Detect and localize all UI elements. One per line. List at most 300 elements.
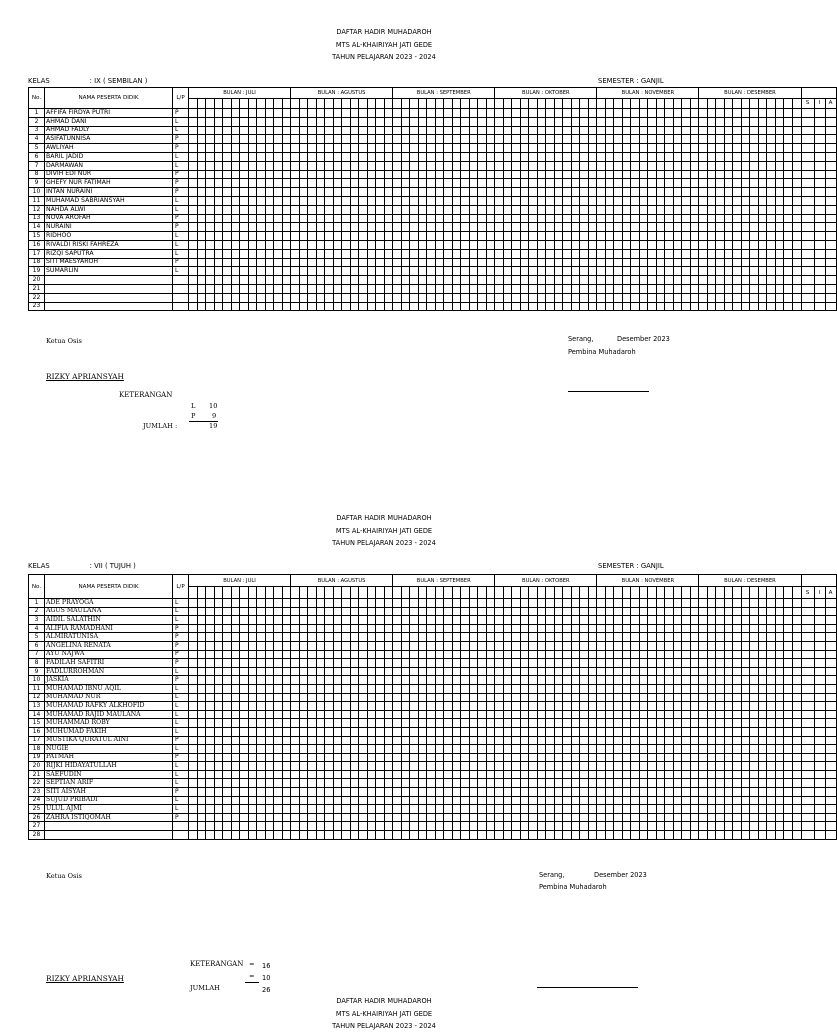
attendance-cell — [410, 702, 419, 711]
attendance-cell — [342, 676, 351, 685]
attendance-cell — [325, 796, 334, 805]
attendance-cell — [393, 214, 402, 223]
attendance-cell — [214, 667, 223, 676]
week-cell — [316, 587, 325, 599]
attendance-cell — [384, 813, 393, 822]
attendance-cell — [265, 641, 274, 650]
attendance-cell — [597, 727, 606, 736]
student-row — [29, 616, 837, 625]
attendance-cell — [478, 676, 487, 685]
attendance-cell — [648, 152, 657, 161]
week-cell — [308, 587, 317, 599]
attendance-cell — [299, 719, 308, 728]
attendance-cell — [648, 684, 657, 693]
attendance-cell — [401, 179, 410, 188]
attendance-cell — [631, 126, 640, 135]
attendance-cell — [707, 117, 716, 126]
attendance-cell — [631, 676, 640, 685]
attendance-cell — [393, 684, 402, 693]
attendance-cell — [469, 779, 478, 788]
attendance-cell — [520, 135, 529, 144]
student-gender: L — [173, 152, 189, 161]
attendance-cell — [282, 710, 291, 719]
attendance-cell — [495, 223, 504, 232]
attendance-cell — [333, 616, 342, 625]
attendance-cell — [724, 188, 733, 197]
attendance-cell — [724, 736, 733, 745]
attendance-cell — [724, 822, 733, 831]
count-p-value: 9 — [212, 412, 217, 420]
student-row — [29, 805, 837, 814]
attendance-cell — [750, 650, 759, 659]
attendance-cell — [571, 126, 580, 135]
attendance-cell — [767, 223, 776, 232]
attendance-cell — [563, 161, 572, 170]
attendance-cell — [231, 779, 240, 788]
attendance-cell — [673, 161, 682, 170]
attendance-cell — [274, 214, 283, 223]
attendance-cell — [452, 267, 461, 276]
student-row — [29, 188, 837, 197]
attendance-cell — [350, 641, 359, 650]
attendance-cell — [299, 117, 308, 126]
attendance-cell — [214, 745, 223, 754]
attendance-cell — [775, 205, 784, 214]
attendance-cell — [401, 144, 410, 153]
attendance-cell — [265, 249, 274, 258]
week-cell — [189, 98, 198, 109]
attendance-cell — [274, 770, 283, 779]
attendance-cell — [206, 179, 215, 188]
attendance-cell — [206, 667, 215, 676]
attendance-cell — [529, 170, 538, 179]
attendance-cell — [503, 822, 512, 831]
attendance-cell — [444, 196, 453, 205]
attendance-cell — [682, 196, 691, 205]
student-name: AIDIL SALATHIN — [45, 616, 173, 625]
attendance-cell — [537, 170, 546, 179]
attendance-cell — [418, 676, 427, 685]
attendance-cell — [435, 109, 444, 118]
attendance-cell — [231, 684, 240, 693]
attendance-cell — [801, 179, 814, 188]
attendance-cell — [214, 831, 223, 840]
attendance-cell — [325, 276, 334, 285]
attendance-cell — [469, 702, 478, 711]
student-gender — [173, 302, 189, 311]
attendance-cell — [393, 762, 402, 771]
attendance-cell — [733, 667, 742, 676]
attendance-cell — [767, 109, 776, 118]
attendance-cell — [393, 624, 402, 633]
attendance-cell — [614, 284, 623, 293]
attendance-cell — [214, 214, 223, 223]
attendance-cell — [325, 641, 334, 650]
sum-line — [245, 982, 259, 983]
attendance-cell — [299, 599, 308, 608]
attendance-cell — [308, 144, 317, 153]
attendance-cell — [537, 788, 546, 797]
attendance-cell — [342, 240, 351, 249]
attendance-cell — [248, 599, 257, 608]
attendance-cell — [597, 676, 606, 685]
attendance-cell — [367, 624, 376, 633]
student-no: 19 — [29, 753, 45, 762]
attendance-cell — [588, 599, 597, 608]
attendance-cell — [707, 667, 716, 676]
kelas-label: KELAS — [28, 77, 50, 85]
attendance-cell — [282, 152, 291, 161]
attendance-cell — [639, 188, 648, 197]
student-row — [29, 267, 837, 276]
attendance-cell — [478, 616, 487, 625]
attendance-cell — [758, 223, 767, 232]
attendance-cell — [478, 753, 487, 762]
attendance-cell — [758, 779, 767, 788]
attendance-cell — [206, 727, 215, 736]
attendance-cell — [597, 135, 606, 144]
attendance-cell — [792, 745, 801, 754]
attendance-cell — [342, 607, 351, 616]
attendance-cell — [231, 205, 240, 214]
attendance-cell — [444, 276, 453, 285]
attendance-cell — [359, 599, 368, 608]
attendance-cell — [724, 633, 733, 642]
attendance-cell — [631, 196, 640, 205]
attendance-cell — [690, 109, 699, 118]
attendance-cell — [444, 667, 453, 676]
attendance-cell — [308, 205, 317, 214]
count-l-label: L — [191, 402, 196, 410]
week-cell — [410, 98, 419, 109]
attendance-cell — [274, 667, 283, 676]
attendance-cell — [503, 599, 512, 608]
student-gender: L — [173, 607, 189, 616]
attendance-cell — [257, 205, 266, 214]
attendance-cell — [376, 788, 385, 797]
attendance-cell — [699, 152, 708, 161]
attendance-cell — [206, 710, 215, 719]
attendance-cell — [707, 258, 716, 267]
attendance-cell — [384, 693, 393, 702]
attendance-cell — [231, 214, 240, 223]
attendance-cell — [546, 144, 555, 153]
attendance-cell — [367, 779, 376, 788]
attendance-cell — [469, 831, 478, 840]
attendance-cell — [707, 135, 716, 144]
attendance-cell — [750, 258, 759, 267]
attendance-cell — [223, 667, 232, 676]
attendance-cell — [648, 813, 657, 822]
attendance-cell — [580, 109, 589, 118]
attendance-cell — [350, 258, 359, 267]
attendance-cell — [333, 762, 342, 771]
attendance-cell — [724, 249, 733, 258]
attendance-cell — [452, 607, 461, 616]
attendance-cell — [784, 616, 793, 625]
attendance-cell — [758, 633, 767, 642]
attendance-cell — [452, 676, 461, 685]
attendance-cell — [282, 161, 291, 170]
attendance-cell — [393, 109, 402, 118]
week-cell — [444, 98, 453, 109]
attendance-cell — [741, 188, 750, 197]
student-no: 5 — [29, 144, 45, 153]
attendance-cell — [682, 676, 691, 685]
attendance-cell — [231, 232, 240, 241]
attendance-cell — [529, 126, 538, 135]
attendance-cell — [563, 667, 572, 676]
attendance-cell — [325, 762, 334, 771]
attendance-cell — [792, 607, 801, 616]
attendance-cell — [775, 796, 784, 805]
attendance-cell — [529, 770, 538, 779]
attendance-cell — [240, 144, 249, 153]
attendance-cell — [605, 188, 614, 197]
attendance-cell — [231, 650, 240, 659]
attendance-cell — [716, 831, 725, 840]
week-cell — [384, 587, 393, 599]
attendance-cell — [257, 788, 266, 797]
attendance-cell — [461, 762, 470, 771]
attendance-cell — [554, 205, 563, 214]
attendance-cell — [486, 719, 495, 728]
attendance-cell — [512, 616, 521, 625]
attendance-cell — [206, 753, 215, 762]
attendance-cell — [197, 249, 206, 258]
attendance-cell — [240, 249, 249, 258]
attendance-cell — [265, 258, 274, 267]
attendance-cell — [359, 770, 368, 779]
week-cell — [733, 587, 742, 599]
attendance-cell — [325, 240, 334, 249]
attendance-cell — [350, 161, 359, 170]
attendance-cell — [257, 599, 266, 608]
attendance-cell — [367, 232, 376, 241]
attendance-cell — [622, 607, 631, 616]
attendance-cell — [707, 788, 716, 797]
attendance-cell — [452, 276, 461, 285]
attendance-cell — [724, 135, 733, 144]
attendance-cell — [716, 693, 725, 702]
attendance-cell — [333, 710, 342, 719]
attendance-cell — [308, 650, 317, 659]
attendance-cell — [333, 293, 342, 302]
attendance-cell — [537, 232, 546, 241]
attendance-cell — [741, 650, 750, 659]
attendance-cell — [486, 796, 495, 805]
school-year: TAHUN PELAJARAN 2023 - 2024 — [332, 53, 436, 61]
attendance-cell — [597, 205, 606, 214]
attendance-cell — [571, 624, 580, 633]
attendance-cell — [274, 126, 283, 135]
attendance-cell — [333, 727, 342, 736]
attendance-cell — [758, 650, 767, 659]
attendance-cell — [690, 144, 699, 153]
attendance-cell — [418, 822, 427, 831]
attendance-cell — [299, 302, 308, 311]
attendance-cell — [401, 727, 410, 736]
attendance-cell — [775, 293, 784, 302]
attendance-cell — [571, 693, 580, 702]
attendance-cell — [792, 214, 801, 223]
attendance-cell — [605, 762, 614, 771]
attendance-cell — [588, 659, 597, 668]
attendance-cell — [206, 188, 215, 197]
attendance-cell — [758, 267, 767, 276]
attendance-cell — [546, 249, 555, 258]
attendance-cell — [291, 188, 300, 197]
attendance-cell — [265, 126, 274, 135]
attendance-cell — [546, 727, 555, 736]
attendance-cell — [682, 727, 691, 736]
attendance-cell — [308, 667, 317, 676]
attendance-cell — [189, 616, 198, 625]
keterangan-label: KETERANGAN — [119, 391, 173, 399]
attendance-cell — [384, 188, 393, 197]
attendance-cell — [682, 293, 691, 302]
attendance-cell — [825, 822, 836, 831]
attendance-cell — [223, 659, 232, 668]
attendance-cell — [605, 788, 614, 797]
attendance-cell — [690, 753, 699, 762]
attendance-cell — [741, 779, 750, 788]
attendance-cell — [452, 813, 461, 822]
attendance-cell — [622, 205, 631, 214]
attendance-cell — [393, 170, 402, 179]
attendance-cell — [316, 753, 325, 762]
attendance-cell — [274, 293, 283, 302]
attendance-cell — [733, 745, 742, 754]
attendance-cell — [690, 179, 699, 188]
attendance-cell — [367, 607, 376, 616]
attendance-cell — [758, 249, 767, 258]
attendance-cell — [741, 762, 750, 771]
student-no: 26 — [29, 813, 45, 822]
attendance-cell — [563, 650, 572, 659]
attendance-cell — [639, 676, 648, 685]
attendance-cell — [554, 624, 563, 633]
attendance-cell — [503, 770, 512, 779]
attendance-cell — [741, 616, 750, 625]
attendance-cell — [503, 258, 512, 267]
attendance-cell — [546, 779, 555, 788]
attendance-cell — [469, 267, 478, 276]
attendance-cell — [597, 805, 606, 814]
attendance-cell — [418, 693, 427, 702]
attendance-cell — [248, 161, 257, 170]
attendance-cell — [223, 641, 232, 650]
attendance-cell — [223, 745, 232, 754]
attendance-cell — [248, 135, 257, 144]
attendance-cell — [814, 693, 825, 702]
attendance-cell — [529, 667, 538, 676]
attendance-cell — [350, 719, 359, 728]
attendance-cell — [240, 762, 249, 771]
attendance-cell — [673, 719, 682, 728]
attendance-cell — [656, 667, 665, 676]
attendance-cell — [814, 126, 825, 135]
attendance-cell — [529, 633, 538, 642]
attendance-cell — [299, 109, 308, 118]
attendance-cell — [741, 702, 750, 711]
student-row — [29, 745, 837, 754]
attendance-cell — [588, 779, 597, 788]
attendance-cell — [452, 223, 461, 232]
student-no: 16 — [29, 240, 45, 249]
attendance-cell — [814, 624, 825, 633]
attendance-cell — [282, 117, 291, 126]
attendance-cell — [393, 232, 402, 241]
attendance-cell — [699, 205, 708, 214]
attendance-cell — [435, 144, 444, 153]
attendance-cell — [206, 109, 215, 118]
attendance-cell — [648, 188, 657, 197]
attendance-cell — [282, 607, 291, 616]
attendance-cell — [767, 779, 776, 788]
attendance-cell — [393, 196, 402, 205]
attendance-cell — [537, 813, 546, 822]
attendance-cell — [707, 719, 716, 728]
attendance-cell — [631, 117, 640, 126]
attendance-cell — [622, 831, 631, 840]
attendance-cell — [189, 258, 198, 267]
attendance-cell — [801, 676, 814, 685]
week-cell — [775, 98, 784, 109]
attendance-cell — [614, 126, 623, 135]
attendance-cell — [325, 753, 334, 762]
attendance-cell — [554, 161, 563, 170]
attendance-cell — [571, 702, 580, 711]
attendance-cell — [512, 223, 521, 232]
attendance-cell — [665, 161, 674, 170]
attendance-cell — [512, 727, 521, 736]
attendance-cell — [299, 267, 308, 276]
attendance-cell — [554, 152, 563, 161]
attendance-cell — [656, 214, 665, 223]
attendance-cell — [648, 641, 657, 650]
attendance-cell — [605, 249, 614, 258]
attendance-cell — [435, 710, 444, 719]
attendance-cell — [452, 302, 461, 311]
attendance-cell — [724, 796, 733, 805]
attendance-cell — [376, 293, 385, 302]
attendance-cell — [257, 676, 266, 685]
attendance-cell — [758, 831, 767, 840]
attendance-cell — [814, 667, 825, 676]
attendance-cell — [546, 676, 555, 685]
attendance-cell — [546, 633, 555, 642]
attendance-cell — [537, 770, 546, 779]
attendance-cell — [546, 223, 555, 232]
attendance-cell — [503, 205, 512, 214]
week-cell — [690, 587, 699, 599]
attendance-cell — [410, 188, 419, 197]
attendance-cell — [486, 152, 495, 161]
attendance-cell — [435, 693, 444, 702]
attendance-cell — [614, 196, 623, 205]
attendance-cell — [240, 822, 249, 831]
attendance-cell — [784, 736, 793, 745]
attendance-cell — [384, 616, 393, 625]
attendance-cell — [435, 736, 444, 745]
attendance-cell — [274, 135, 283, 144]
attendance-cell — [376, 770, 385, 779]
attendance-cell — [282, 170, 291, 179]
attendance-cell — [410, 727, 419, 736]
attendance-cell — [359, 641, 368, 650]
attendance-cell — [520, 805, 529, 814]
